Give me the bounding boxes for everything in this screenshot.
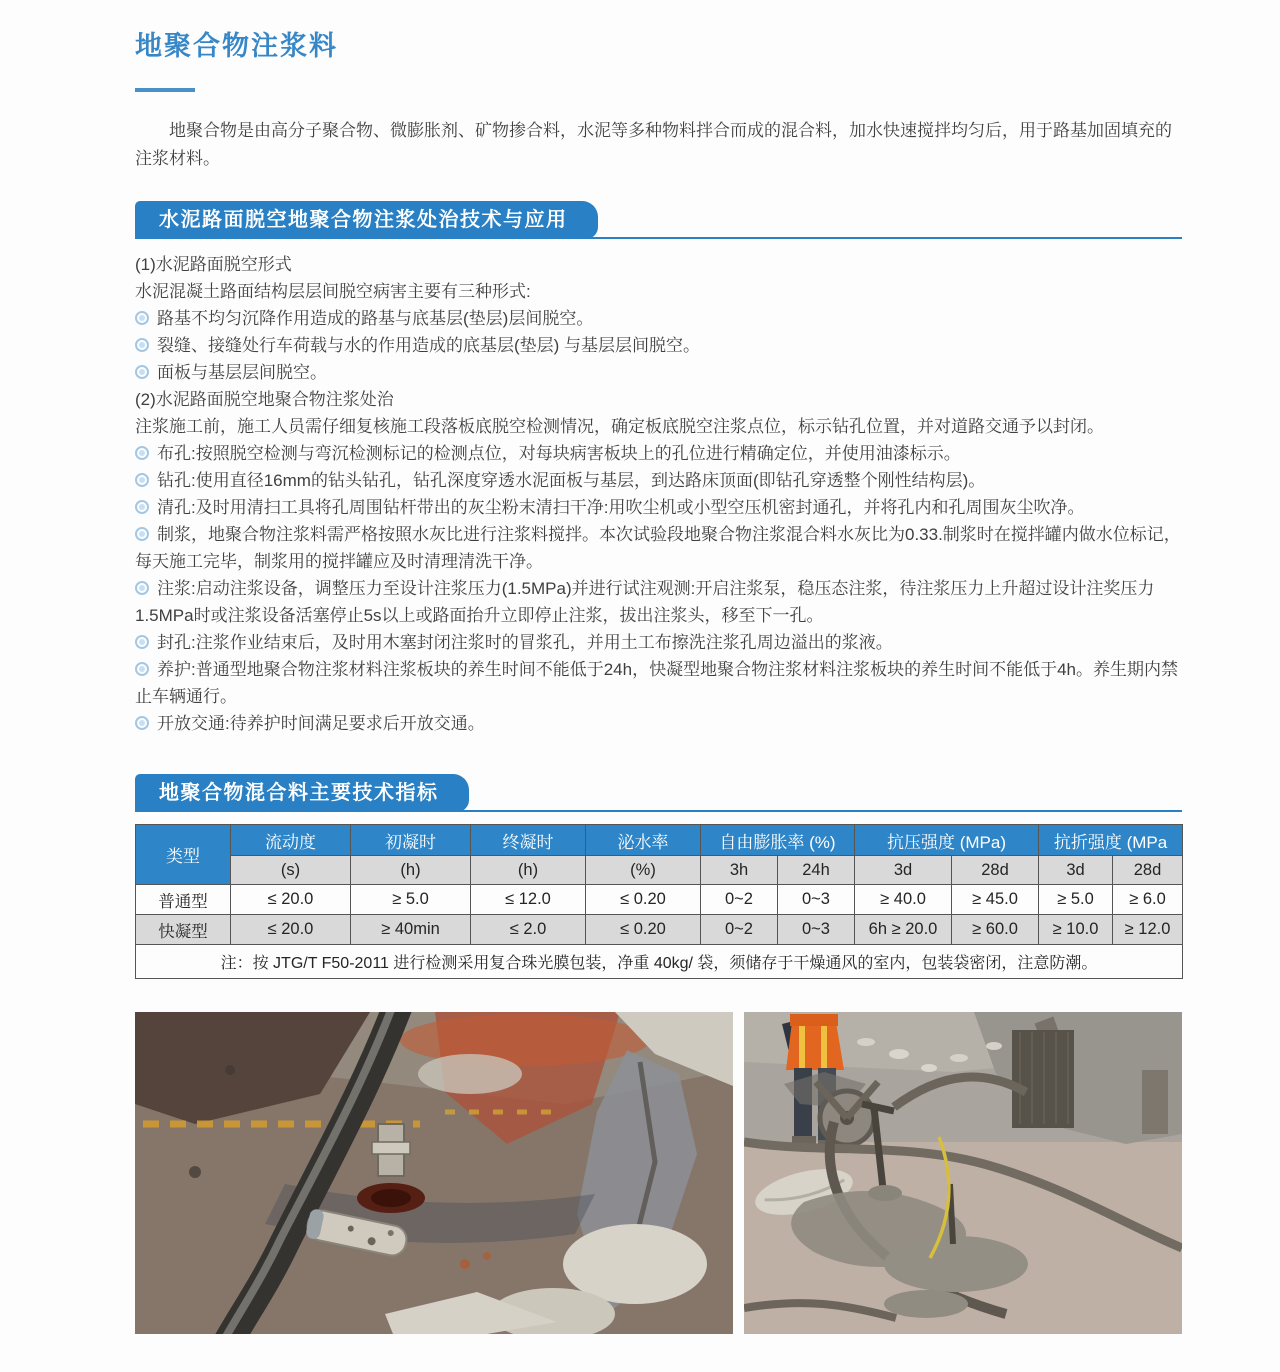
paragraph [135,278,1182,305]
section2-banner-row [135,772,1182,812]
cell: ≤ 0.20 [586,885,701,915]
col-subheader: (h) [351,856,471,885]
bullet-icon [135,311,149,325]
cell: ≤ 0.20 [586,915,701,945]
bullet-item [135,359,1182,386]
intro-paragraph: 地聚合物是由高分子聚合物、微膨胀剂、矿物掺合料，水泥等多种物料拌合而成的混合料，加水快速搅拌均匀后，用于路基加固填充的注浆材料。 [135,121,1172,168]
bullet-text: 路基不均匀沉降作用造成的路基与底基层(垫层)层间脱空。 [157,309,594,328]
cell: ≥ 60.0 [952,915,1039,945]
cell: 6h ≥ 20.0 [855,915,952,945]
table-row [136,885,1183,915]
paragraph-text: 注浆施工前，施工人员需仔细复核施工段落板底脱空检测情况，确定板底脱空注浆点位，标示钻孔位置，并对道路交通予以封闭。 [135,417,1104,436]
cell: ≤ 20.0 [231,915,351,945]
bullet-item [135,332,1182,359]
bullet-item [135,710,1182,737]
paragraph-text: 水泥混凝土路面结构层层间脱空病害主要有三种形式: [135,282,531,301]
bullet-icon [135,338,149,352]
photo-strip [135,1012,1182,1334]
cell: 0~3 [778,915,855,945]
bullet-text: 开放交通:待养护时间满足要求后开放交通。 [157,714,485,733]
bullet-icon [135,527,149,541]
section2-heading: 地聚合物混合料主要技术指标 [135,774,469,812]
bullet-icon [135,581,149,595]
bullet-item [135,305,1182,332]
col-header: 抗折强度 (MPa [1039,825,1183,856]
cell: ≤ 2.0 [471,915,586,945]
table-header-row [136,825,1183,856]
bullet-text: 面板与基层层间脱空。 [157,363,327,382]
bullet-text: 养护:普通型地聚合物注浆材料注浆板块的养生时间不能低于24h，快凝型地聚合物注浆材料注浆板块的养生时间不能低于4h。养生期内禁止车辆通行。 [135,660,1178,706]
cell: ≤ 20.0 [231,885,351,915]
col-header: 初凝时 [351,825,471,856]
cell: ≥ 5.0 [351,885,471,915]
col-subheader: (s) [231,856,351,885]
bullet-text: 布孔:按照脱空检测与弯沉检测标记的检测点位，对每块病害板块上的孔位进行精确定位，并使用油漆标示。 [157,444,961,463]
spec-table [135,824,1183,979]
paragraph [135,413,1182,440]
bullet-icon [135,716,149,730]
col-subheader: 3d [1039,856,1113,885]
cell: ≥ 10.0 [1039,915,1113,945]
table-note-row [136,945,1183,979]
bullet-text: 清孔:及时用清扫工具将孔周围钻杆带出的灰尘粉末清扫干净:用吹尘机或小型空压机密封通孔，并将孔内和孔周围灰尘吹净。 [157,498,1085,517]
col-header: 终凝时 [471,825,586,856]
cell: 0~2 [701,915,778,945]
cell: ≥ 6.0 [1113,885,1183,915]
col-header: 抗压强度 (MPa) [855,825,1039,856]
paragraph-text: (2)水泥路面脱空地聚合物注浆处治 [135,390,394,409]
row-label: 普通型 [136,885,231,915]
bullet-text: 制浆，地聚合物注浆料需严格按照水灰比进行注浆料搅拌。本次试验段地聚合物注浆混合料水灰比为0.33.制浆时在搅拌罐内做水位标记，每天施工完毕，制浆用的搅拌罐应及时清理清洗干净。 [135,525,1181,571]
page-title: 地聚合物注浆料 [135,31,338,61]
paragraph-text: (1)水泥路面脱空形式 [135,255,292,274]
col-subheader: 3d [855,856,952,885]
col-header-type: 类型 [136,825,231,885]
bullet-item [135,521,1182,575]
bullet-icon [135,662,149,676]
construction-site-photo [744,1012,1182,1334]
bullet-icon [135,635,149,649]
bullet-icon [135,365,149,379]
cell: ≤ 12.0 [471,885,586,915]
section1-banner-row [135,199,1182,239]
bullet-item [135,575,1182,629]
bullet-text: 注浆:启动注浆设备，调整压力至设计注浆压力(1.5MPa)并进行试注观测:开启注浆泵，稳压态注浆，待注浆压力上升超过设计注奖压力1.5MPa时或注浆设备活塞停止5s以上或路面抬升立即停止注浆，拔出注浆头，移至下一孔。 [135,579,1155,625]
bullet-item [135,440,1182,467]
row-label: 快凝型 [136,915,231,945]
bullet-text: 钻孔:使用直径16mm的钻头钻孔，钻孔深度穿透水泥面板与基层，到达路床顶面(即钻孔穿透整个刚性结构层)。 [157,471,986,490]
cell: ≥ 12.0 [1113,915,1183,945]
col-header: 自由膨胀率 (%) [701,825,855,856]
table-note: 注：按 JTG/T F50-2011 进行检测采用复合珠光膜包装，净重 40kg/ 袋，须储存于干燥通风的室内，包装袋密闭，注意防潮。 [136,945,1183,979]
table-subheader-row [136,856,1183,885]
col-header: 流动度 [231,825,351,856]
bullet-text: 裂缝、接缝处行车荷载与水的作用造成的底基层(垫层) 与基层层间脱空。 [157,336,701,355]
bullet-text: 封孔:注浆作业结束后，及时用木塞封闭注浆时的冒浆孔，并用土工布擦洗注浆孔周边溢出的浆液。 [157,633,893,652]
bullet-icon [135,446,149,460]
bullet-item [135,467,1182,494]
bullet-item [135,494,1182,521]
section1-body [135,251,1182,737]
col-subheader: 3h [701,856,778,885]
col-subheader: 28d [1113,856,1183,885]
col-subheader: 24h [778,856,855,885]
pavement-grouting-photo [135,1012,733,1334]
paragraph [135,251,1182,278]
bullet-item [135,629,1182,656]
bullet-icon [135,500,149,514]
cell: 0~3 [778,885,855,915]
cell: ≥ 45.0 [952,885,1039,915]
section1-heading: 水泥路面脱空地聚合物注浆处治技术与应用 [135,201,598,239]
table-row [136,915,1183,945]
cell: ≥ 40.0 [855,885,952,915]
cell: ≥ 40min [351,915,471,945]
cell: ≥ 5.0 [1039,885,1113,915]
col-subheader: (%) [586,856,701,885]
col-header: 泌水率 [586,825,701,856]
bullet-icon [135,473,149,487]
title-underline [135,88,195,92]
col-subheader: (h) [471,856,586,885]
col-subheader: 28d [952,856,1039,885]
cell: 0~2 [701,885,778,915]
paragraph [135,386,1182,413]
bullet-item [135,656,1182,710]
